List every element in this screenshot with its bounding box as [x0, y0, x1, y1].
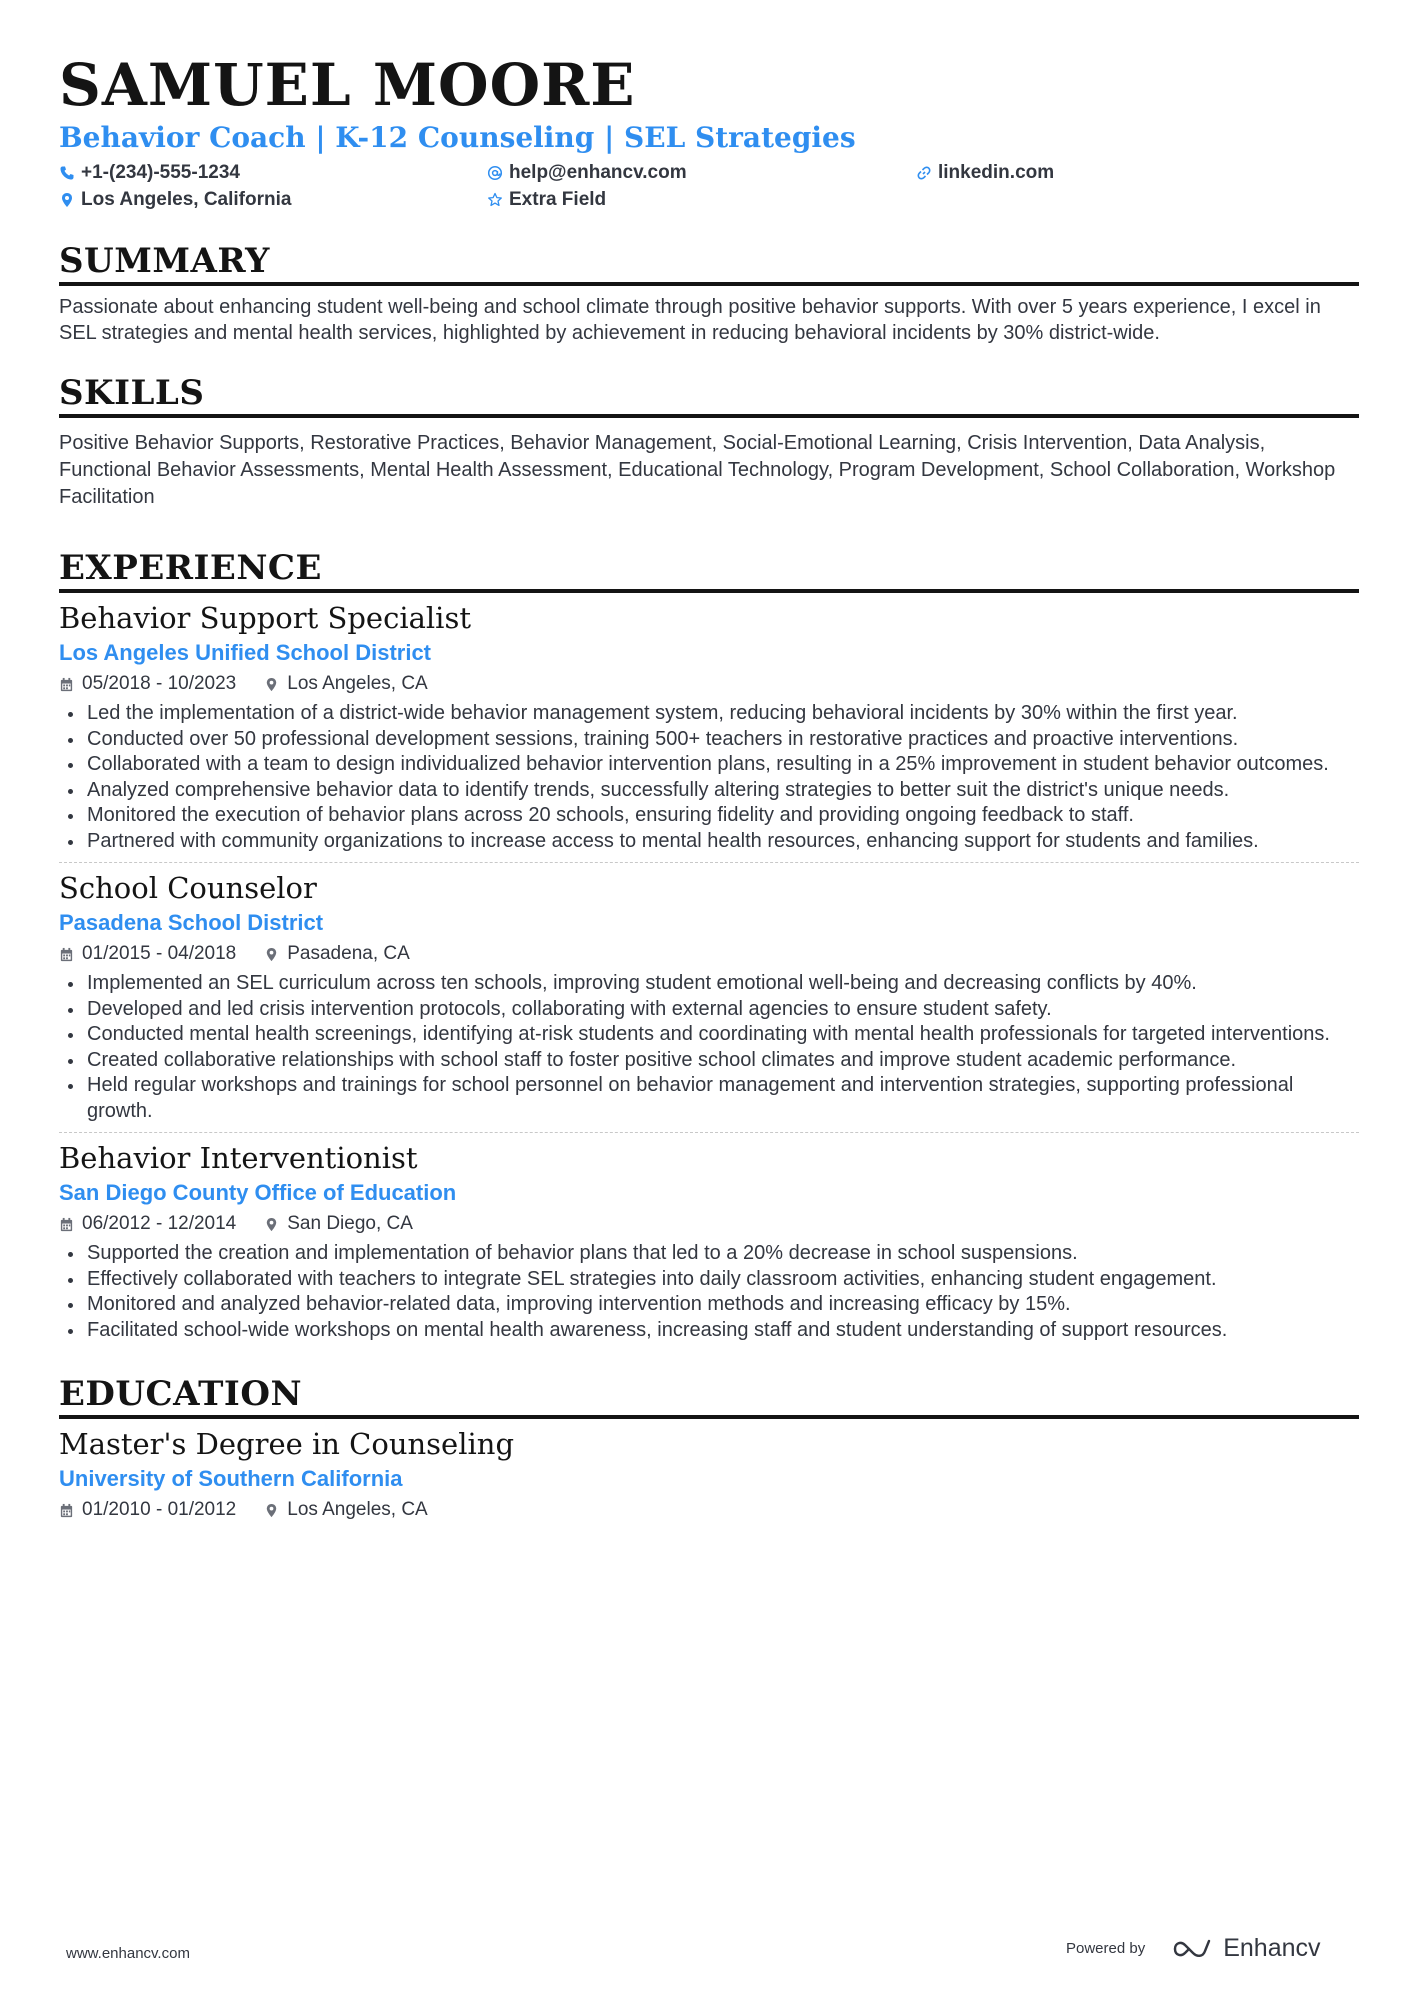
experience-section	[59, 547, 1359, 1343]
list-item: Effectively collaborated with teachers to integrate SEL strategies into daily classroom activities, enhancing student engagement.	[59, 1267, 1359, 1293]
contact-location	[59, 187, 291, 213]
phone-text: +1-(234)-555-1234	[81, 162, 240, 183]
job-bullets	[59, 1241, 1359, 1343]
brand-name: Enhancv	[1223, 1934, 1321, 1962]
education-title: EDUCATION	[59, 1373, 1359, 1419]
at-icon	[487, 165, 503, 181]
contact-info	[59, 160, 1359, 218]
job-dates: 01/2015 - 04/2018	[82, 943, 237, 964]
education-section	[59, 1373, 1359, 1525]
job-title: School Counselor	[59, 871, 317, 905]
education-location: Los Angeles, CA	[287, 1499, 428, 1520]
list-item: Created collaborative relationships with school staff to foster positive school climates and improve student academic performance.	[59, 1048, 1359, 1074]
location-text: Los Angeles, California	[81, 189, 292, 210]
location-pin-icon	[59, 192, 75, 208]
job-location: Pasadena, CA	[287, 943, 410, 964]
list-item: Analyzed comprehensive behavior data to identify trends, successfully altering strategies to better suit the district's unique needs.	[59, 778, 1359, 804]
job-dates: 06/2012 - 12/2014	[82, 1213, 237, 1234]
summary-text: Passionate about enhancing student well-being and school climate through positive behavior supports. With over 5 years experience, I excel in SEL strategies and mental health services, highlighted by achievement in reducing behavioral incidents by 30% district-wide.	[59, 296, 1321, 344]
divider	[59, 1132, 1359, 1133]
list-item: Supported the creation and implementation of behavior plans that led to a 20% decrease in school suspensions.	[59, 1241, 1359, 1267]
divider	[59, 862, 1359, 863]
education-meta	[59, 1495, 1359, 1525]
list-item: Led the implementation of a district-wide behavior management system, reducing behavioral incidents by 30% within the first year.	[59, 701, 1359, 727]
contact-phone[interactable]	[59, 160, 240, 186]
candidate-name: SAMUEL MOORE	[59, 51, 636, 119]
list-item: Monitored the execution of behavior plans across 20 schools, ensuring fidelity and providing ongoing feedback to staff.	[59, 803, 1359, 829]
contact-extra	[487, 187, 606, 213]
degree-title: Master's Degree in Counseling	[59, 1427, 515, 1461]
email-text: help@enhancv.com	[509, 162, 687, 183]
calendar-icon	[59, 677, 74, 692]
job-entry	[59, 1139, 1359, 1343]
summary-title: SUMMARY	[59, 240, 1359, 286]
job-entry	[59, 869, 1359, 1133]
calendar-icon	[59, 1217, 74, 1232]
company-name: Los Angeles Unified School District	[59, 640, 432, 665]
list-item: Held regular workshops and trainings for school personnel on behavior management and intervention strategies, supporting professional growth.	[59, 1073, 1359, 1124]
location-pin-icon	[264, 1217, 279, 1232]
job-bullets	[59, 971, 1359, 1124]
list-item: Monitored and analyzed behavior-related data, improving intervention methods and increasing efficacy by 15%.	[59, 1292, 1359, 1318]
location-pin-icon	[264, 677, 279, 692]
contact-linkedin[interactable]	[916, 160, 1054, 186]
job-location: Los Angeles, CA	[287, 673, 428, 694]
list-item: Facilitated school-wide workshops on mental health awareness, increasing staff and student understanding of support resources.	[59, 1318, 1359, 1344]
list-item: Partnered with community organizations to increase access to mental health resources, enhancing support for students and families.	[59, 829, 1359, 855]
job-bullets	[59, 701, 1359, 854]
location-pin-icon	[264, 1503, 279, 1518]
list-item: Implemented an SEL curriculum across ten schools, improving student emotional well-being and decreasing conflicts by 40%.	[59, 971, 1359, 997]
phone-icon	[59, 165, 75, 181]
company-name: Pasadena School District	[59, 910, 324, 935]
link-icon	[916, 165, 932, 181]
powered-by-text: Powered by	[1066, 1940, 1146, 1957]
education-dates: 01/2010 - 01/2012	[82, 1499, 237, 1520]
job-title: Behavior Interventionist	[59, 1141, 418, 1175]
list-item: Conducted mental health screenings, identifying at-risk students and coordinating with mental health professionals for targeted interventions.	[59, 1022, 1359, 1048]
linkedin-text: linkedin.com	[938, 162, 1055, 183]
job-entry	[59, 599, 1359, 863]
footer-branding	[1066, 1934, 1321, 1963]
list-item: Developed and led crisis intervention protocols, collaborating with external agencies to ensure student safety.	[59, 997, 1359, 1023]
list-item: Collaborated with a team to design individualized behavior intervention plans, resulting in a 25% improvement in student behavior outcomes.	[59, 752, 1359, 778]
resume	[59, 50, 1359, 1525]
headline: Behavior Coach | K-12 Counseling | SEL Strategies	[59, 121, 856, 154]
job-meta	[59, 1209, 1359, 1239]
contact-email[interactable]	[487, 160, 687, 186]
calendar-icon	[59, 1503, 74, 1518]
skills-text: Positive Behavior Supports, Restorative Practices, Behavior Management, Social-Emotional Learning, Crisis Intervention, Data Analysis, Functional Behavior Assessments, Mental Health Assessment, Educational Technology, Program Development, School Collaboration, Workshop Facilitation	[59, 432, 1336, 508]
skills-section	[59, 372, 1359, 511]
experience-title: EXPERIENCE	[59, 547, 1359, 593]
job-location: San Diego, CA	[287, 1213, 413, 1234]
extra-text: Extra Field	[509, 189, 607, 210]
enhancv-logo[interactable]	[1171, 1934, 1320, 1963]
star-icon	[487, 192, 503, 208]
skills-title: SKILLS	[59, 372, 1359, 418]
calendar-icon	[59, 947, 74, 962]
company-name: San Diego County Office of Education	[59, 1180, 457, 1205]
location-pin-icon	[264, 947, 279, 962]
summary-section	[59, 240, 1359, 346]
enhancv-logo-icon	[1171, 1937, 1215, 1961]
list-item: Conducted over 50 professional development sessions, training 500+ teachers in restorative practices and proactive interventions.	[59, 727, 1359, 753]
job-title: Behavior Support Specialist	[59, 601, 471, 635]
job-meta	[59, 939, 1359, 969]
job-dates: 05/2018 - 10/2023	[82, 673, 237, 694]
footer-website[interactable]: www.enhancv.com	[66, 1945, 190, 1962]
job-meta	[59, 669, 1359, 699]
school-name: University of Southern California	[59, 1466, 403, 1491]
